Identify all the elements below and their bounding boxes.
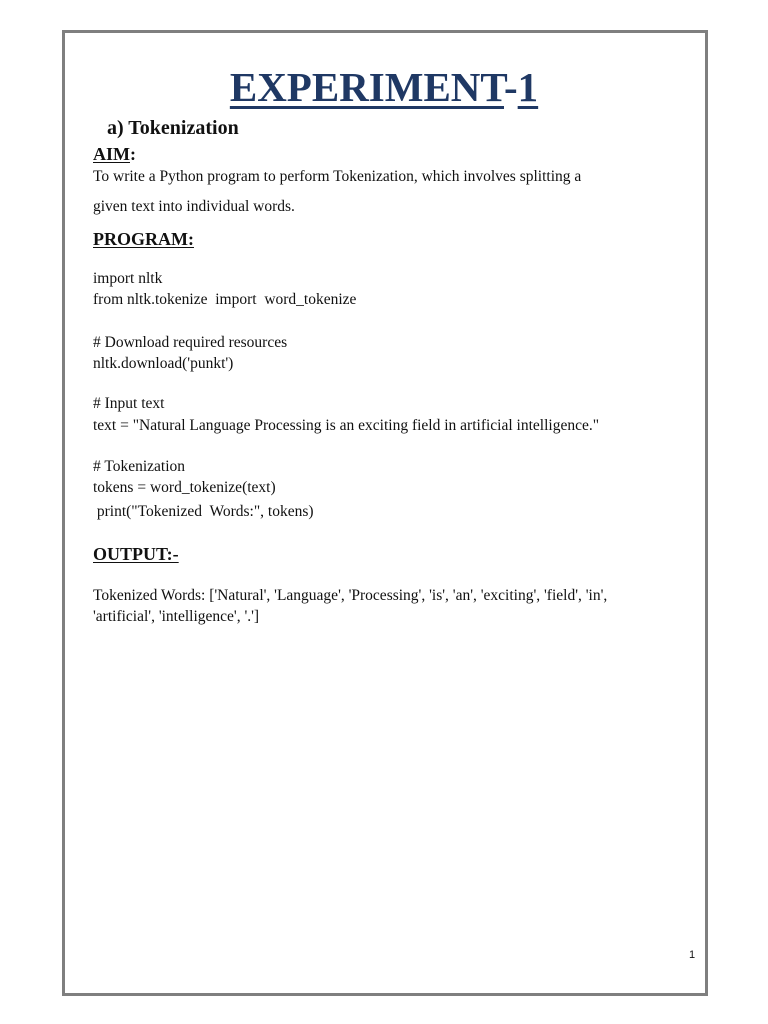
section-subtitle: a) Tokenization (107, 117, 239, 139)
output-line: Tokenized Words: ['Natural', 'Language', 'Processing', 'is', 'an', 'exciting', 'field', 'in', (93, 587, 608, 604)
aim-text-line-2: given text into individual words. (93, 198, 295, 215)
output-heading: OUTPUT:- (93, 544, 179, 564)
title-number: 1 (517, 64, 539, 110)
code-comment-line: # Input text (93, 395, 165, 412)
title-dash: - (504, 64, 518, 110)
code-comment-line: # Download required resources (93, 334, 288, 351)
code-line: nltk.download('punkt') (93, 355, 234, 372)
code-line: from nltk.tokenize import word_tokenize (93, 291, 357, 308)
aim-heading (93, 143, 136, 165)
code-line: import nltk (93, 270, 163, 287)
output-line: 'artificial', 'intelligence', '.'] (93, 608, 260, 625)
page-number: 1 (689, 949, 696, 961)
code-line: tokens = word_tokenize(text) (93, 479, 276, 496)
program-heading: PROGRAM: (93, 229, 194, 249)
aim-text-line-1: To write a Python program to perform Tokenization, which involves splitting a (93, 168, 582, 185)
page-title (0, 62, 768, 112)
code-line: text = "Natural Language Processing is an exciting field in artificial intelligence." (93, 417, 600, 434)
code-line: print("Tokenized Words:", tokens) (93, 503, 314, 520)
aim-heading-colon: : (130, 144, 136, 164)
code-comment-line: # Tokenization (93, 458, 186, 475)
title-main: EXPERIMENT (229, 64, 504, 110)
aim-heading-label: AIM (93, 144, 130, 164)
